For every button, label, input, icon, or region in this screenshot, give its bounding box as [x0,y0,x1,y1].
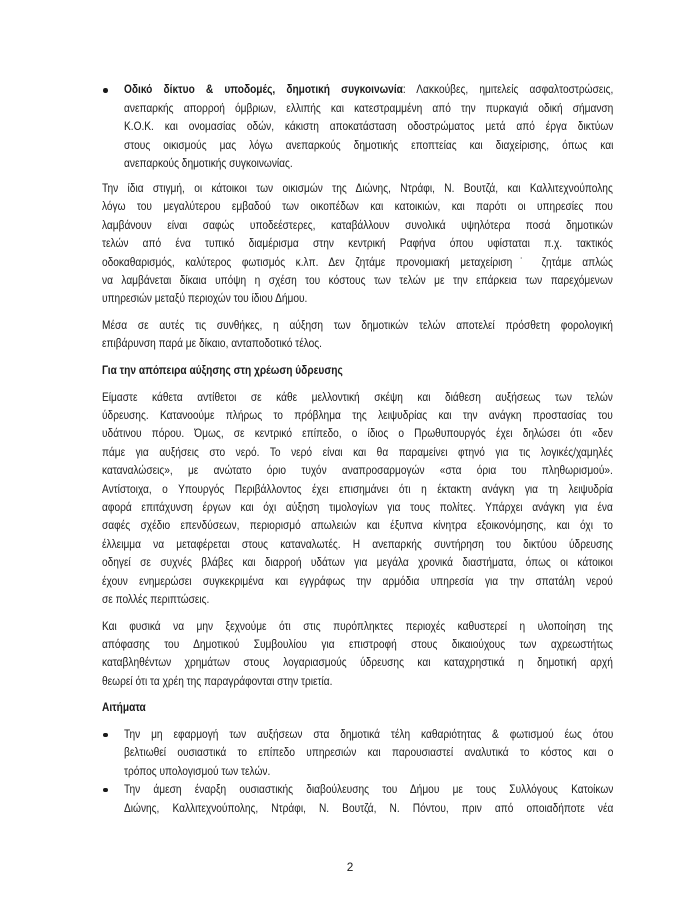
text-line: Κ.Ο.Κ. και ονομασίας οδών, κάκιστη αποκατάσταση οδοστρώματος μετά από έργα δικτύων [124,119,614,134]
text-line: Μέσα σε αυτές τις συνθήκες, η αύξηση των δημοτικών τελών αποτελεί πρόσθετη φορολογική [102,318,613,332]
bullet-text [124,780,613,817]
text-line: έχουν ενημερώσει συγκεκριμένα και εγγράφως την αρμόδια υπηρεσία για την σπατάλη νερού [102,573,613,588]
text-line: τελών από ένα τυπικό διαμέρισμα στην κεντρική Ραφήνα όπου υφίσταται π.χ. τακτικός [102,236,613,251]
heading-text: Αιτήματα [102,700,146,715]
paragraph-fire-affected-refunds [102,617,613,691]
text-line: Είμαστε κάθετα αντίθετοι σε κάθε μελλοντική σκέψη και διάθεση αυξήσεως των τελών [102,389,613,404]
paragraph-tax-burden [102,316,613,353]
text-line: υδάτινου πόρου. Όμως, σε κεντρικό επίπεδο, ο ίδιος ο Πρωθυπουργός έχει δηλώσει ότι «δεν [102,426,613,441]
text-line: ανεπαρκής απορροή όμβριων, ελλιπής και κατεστραμμένη από την πυρκαγιά οδική σήμανση [124,100,614,115]
bullet-icon [103,733,108,738]
text-line: οδηγεί σε συχνές βλάβες και διαρροή υδάτων για μεγάλα χρονικά διαστήματα, όπως οι κάτοικοι [102,555,613,570]
text-line: Και φυσικά να μην ξεχνούμε ότι στις πυρόπληκτες περιοχές καθυστερεί η υλοποίηση της [102,618,613,633]
text-line: Την ίδια στιγμή, οι κάτοικοι των οικισμών της Διώνης, Ντράφι, Ν. Βουτζά, και Καλλιτεχνούπολης [102,181,613,195]
bullet-lead-rest: : Λακκούβες, ημιτελείς ασφαλτοστρώσεις, [402,82,614,97]
bullet-icon [103,88,108,93]
heading-text: Για την απόπειρα αύξησης στη χρέωση ύδρευσης [102,363,343,377]
bullet-icon [103,788,108,793]
text-line: Την μη εφαρμογή των αυξήσεων στα δημοτικά τέλη καθαριότητας & φωτισμού έως ότου [124,727,614,741]
paragraph-fees-comparison [102,179,613,308]
text-line: ύδρευσης. Κατανοούμε πλήρως το πρόβλημα της λειψυδρίας και την ανάγκη προστασίας του [102,407,613,422]
text-line [124,80,613,98]
text-line: απόφασης του Δημοτικού Συμβουλίου για επιστροφή στους δικαιούχους των αχρεωστήτως [102,636,613,651]
text-line: βελτιωθεί ουσιαστικά το επίπεδο υπηρεσιών και παρουσιαστεί αναλυτικά το κόστος και ο [124,745,614,760]
page-number: 2 [346,860,354,874]
text-line: πάμε για αυξήσεις στο νερό. Το νερό είναι και θα παραμείνει φτηνό για τις λογικές/χαμηλές [102,444,613,459]
text-line: υπηρεσιών μεταξύ περιοχών του ίδιου Δήμου. [102,291,308,306]
bullet-lead-bold: Οδικό δίκτυο & υποδομές, δημοτική συγκοινωνία [124,82,403,97]
text-line: τρόπος υπολογισμού των τελών. [124,763,271,778]
bullet-text [124,80,613,172]
section-heading-requests [102,698,613,716]
text-line: ανεπαρκούς δημοτικής συγκοινωνίας. [124,155,293,170]
text-line: λαμβάνουν είναι σαφώς υποδεέστερες, καταβάλλουν συνολικά υψηλότερα ποσά δημοτικών [102,217,613,232]
text-line: καταβληθέντων χρημάτων στους λογαριασμούς ύδρευσης και καταχρηστικά η δημοτική αρχή [102,655,613,670]
text-line: λόγω του μεγαλύτερου εμβαδού των οικοπέδων και κατοικιών, και παρότι οι υπηρεσίες που [102,199,613,214]
section-heading-water [102,361,613,379]
text-line: αφορά επιτάχυνση έργων και όχι αύξηση τιμολογίων για τους πολίτες. Υπάρχει ανάγκη για ένα [102,499,613,514]
text-line: Αντίστοιχα, ο Υπουργός Περιβάλλοντος έχει επισημάνει ότι η έκτακτη ανάγκη για τη λειψυδρία [102,481,613,496]
text-line: έλλειμμα να μεταφέρεται στους καταναλωτές. Η ανεπαρκής συντήρηση του δικτύου ύδρευσης [102,536,613,551]
text-line: καταναλώσεις», με ανώτατο όριο τυχόν αναπροσαρμογών «στα όρια του πληθωρισμού». [102,463,613,478]
text-line: οδοκαθαρισμός, καλύτερος φωτισμός κ.λπ. Δεν ζητάμε προνομιακή μεταχείριση˙ ζητάμε απλώς [102,254,613,269]
text-line: σε πολλές περιπτώσεις. [102,591,210,606]
text-line: θεωρεί ότι τα χρέη της παραγράφονται στην τριετία. [102,673,333,688]
text-line: σαφές σχέδιο επενδύσεων, περιορισμό απωλειών και έξυπνα κίνητρα εξοικονόμησης, και όχι το [102,518,613,533]
text-line: Την άμεση έναρξη ουσιαστικής διαβούλευσης του Δήμου με τους Συλλόγους Κατοίκων [124,782,614,797]
paragraph-water-opposition [102,388,613,609]
bullet-text [124,725,613,780]
text-line: στους οικισμούς μας λόγω ανεπαρκούς δημοτικής εποπτείας και διαχείρισης, όπως και [124,137,614,152]
text-line: επιβάρυνση παρά με δίκαιο, ανταποδοτικό τέλος. [102,336,322,351]
text-line: Διώνης, Καλλιτεχνούπολης, Ντράφι, Ν. Βουτζά, Ν. Πόντου, πριν από οποιαδήποτε νέα [124,800,614,815]
text-line: να λαμβάνεται δίκαια υπόψη η σχέση του κόστους των τελών με την επάρκεια των παρεχόμενων [102,272,613,287]
